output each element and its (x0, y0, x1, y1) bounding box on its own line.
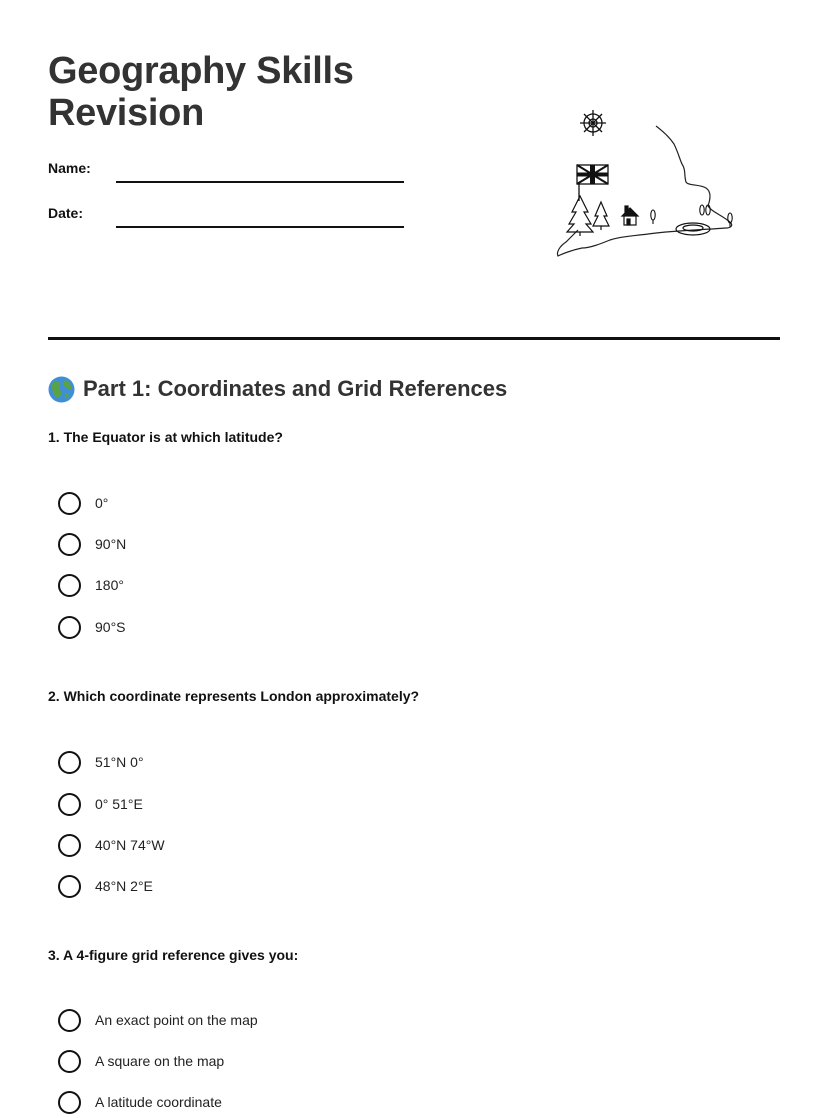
q1-option-2[interactable] (58, 532, 126, 556)
section-title-text: Part 1: Coordinates and Grid References (83, 376, 508, 401)
date-input-line[interactable] (116, 226, 404, 228)
title-line-1: Geography Skills (48, 50, 354, 92)
radio-button[interactable] (58, 875, 81, 898)
map-illustration (552, 100, 742, 262)
q1-option-4[interactable] (58, 615, 126, 639)
coastline-icon (557, 126, 731, 256)
radio-button[interactable] (58, 616, 81, 639)
radio-button[interactable] (58, 1009, 81, 1032)
option-label: 180° (95, 577, 124, 593)
question-3: 3. A 4-figure grid reference gives you: (48, 947, 299, 963)
name-label: Name: (48, 160, 91, 176)
option-label: 0° 51°E (95, 796, 143, 812)
question-2: 2. Which coordinate represents London approximately? (48, 688, 420, 704)
radio-button[interactable] (58, 834, 81, 857)
radio-button[interactable] (58, 793, 81, 816)
option-label: A latitude coordinate (95, 1094, 222, 1110)
section-divider (48, 337, 780, 340)
option-label: 90°S (95, 619, 126, 635)
globe-icon (48, 376, 75, 403)
title-line-2: Revision (48, 92, 204, 134)
date-field[interactable] (48, 205, 408, 235)
radio-button[interactable] (58, 751, 81, 774)
option-label: 40°N 74°W (95, 837, 165, 853)
compass-rose-icon (580, 110, 606, 136)
option-label: 0° (95, 495, 109, 511)
q2-option-4[interactable] (58, 874, 153, 898)
tree-icon (567, 196, 609, 236)
name-field[interactable] (48, 160, 408, 190)
union-jack-flag-icon (577, 165, 608, 201)
radio-button[interactable] (58, 574, 81, 597)
q2-option-2[interactable] (58, 792, 143, 816)
house-icon (622, 206, 638, 225)
q1-option-3[interactable] (58, 573, 124, 597)
q3-option-3[interactable] (58, 1090, 222, 1114)
option-label: 51°N 0° (95, 754, 144, 770)
radio-button[interactable] (58, 533, 81, 556)
q2-option-1[interactable] (58, 750, 144, 774)
radio-button[interactable] (58, 492, 81, 515)
option-label: A square on the map (95, 1053, 225, 1069)
date-label: Date: (48, 205, 84, 221)
radio-button[interactable] (58, 1050, 81, 1073)
option-label: An exact point on the map (95, 1012, 258, 1028)
question-1: 1. The Equator is at which latitude? (48, 429, 283, 445)
section-heading (48, 374, 507, 404)
name-input-line[interactable] (116, 181, 404, 183)
option-label: 90°N (95, 536, 127, 552)
q3-option-1[interactable] (58, 1008, 258, 1032)
worksheet-title (48, 50, 354, 134)
q3-option-2[interactable] (58, 1049, 224, 1073)
q1-option-1[interactable] (58, 491, 108, 515)
radio-button[interactable] (58, 1091, 81, 1114)
q2-option-3[interactable] (58, 833, 165, 857)
option-label: 48°N 2°E (95, 878, 153, 894)
